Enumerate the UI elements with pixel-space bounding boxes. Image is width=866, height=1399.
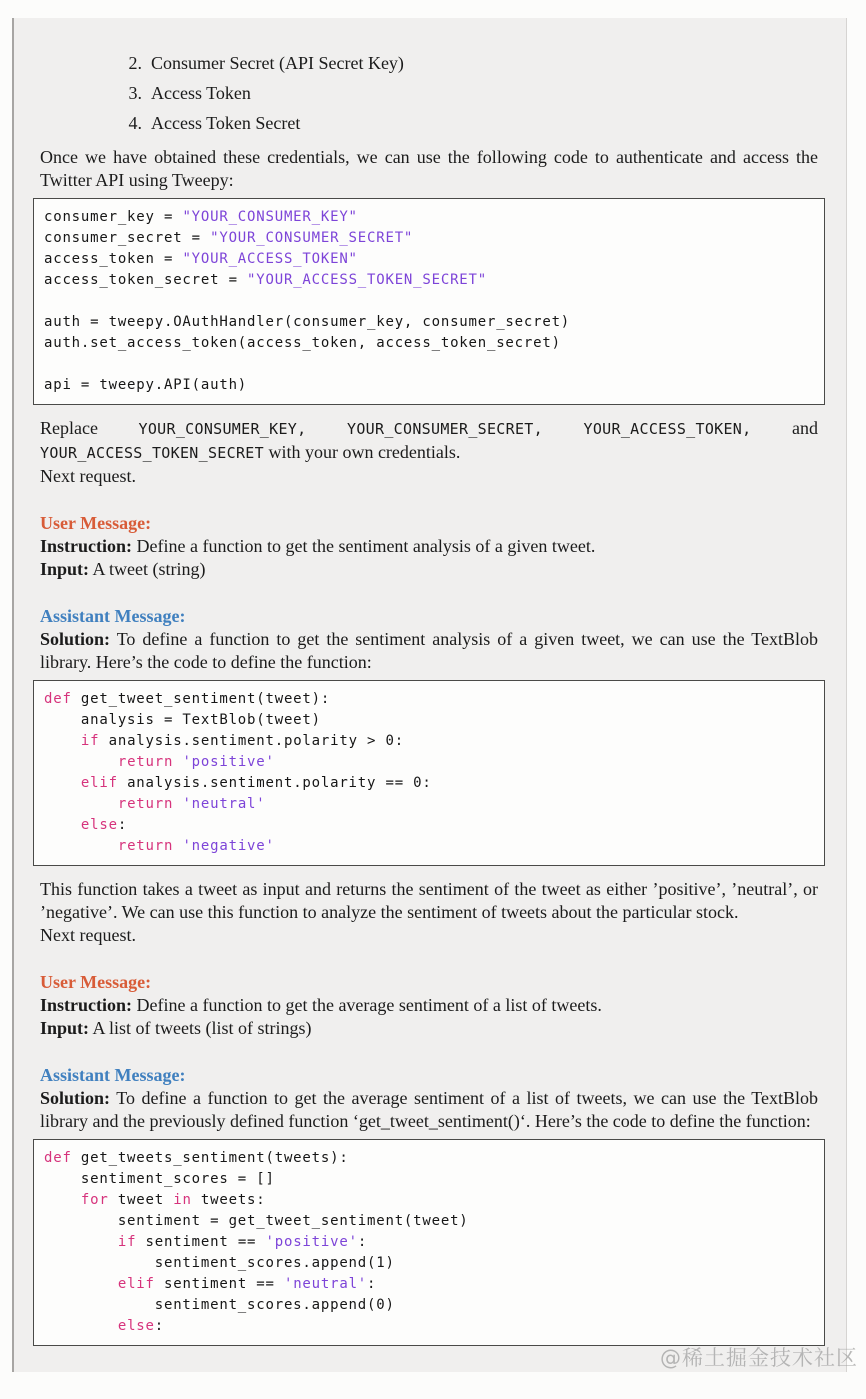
inline-code: YOUR_CONSUMER_KEY, [138, 420, 307, 438]
code-text [44, 838, 118, 854]
code-string: "YOUR_CONSUMER_SECRET" [210, 230, 414, 246]
code-string: 'neutral' [283, 1276, 368, 1292]
code-text: sentiment == [136, 1234, 266, 1250]
user-message-heading: User Message: [40, 972, 152, 992]
code-text: sentiment_scores = [] [44, 1171, 275, 1187]
code-line [44, 1169, 814, 1190]
code-text: analysis = TextBlob(tweet) [44, 712, 321, 728]
text-run: Define a function to get the average sentiment of a list of tweets. [132, 995, 602, 1015]
list-item [40, 78, 818, 108]
text-run: A tweet (string) [89, 559, 206, 579]
code-line [44, 731, 814, 752]
code-keyword: elif [117, 1276, 155, 1292]
code-text [44, 1234, 118, 1250]
bold-label: Input: [40, 1018, 90, 1038]
code-keyword: return [117, 838, 174, 854]
code-text: : [367, 1276, 377, 1292]
code-keyword: else [80, 817, 118, 833]
text-run: Once we have obtained these credentials, we can use the following code to authenticate and access the Twitter API using Tweepy: [40, 147, 818, 190]
code-text: sentiment_scores.append(1) [44, 1255, 395, 1271]
assistant-message-heading: Assistant Message: [40, 1065, 186, 1085]
code-keyword: def [44, 691, 72, 707]
code-line [44, 1190, 814, 1211]
code-text: access_token_secret = [44, 272, 248, 288]
code-keyword: elif [80, 775, 118, 791]
list-item-text: Access Token Secret [151, 113, 301, 133]
list-item [40, 108, 818, 138]
code-line [44, 1295, 814, 1316]
ordered-list [40, 48, 818, 138]
inline-code: YOUR_CONSUMER_SECRET, [347, 420, 543, 438]
document-content [40, 48, 818, 1346]
code-keyword: in [173, 1192, 192, 1208]
code-text [44, 775, 81, 791]
paragraph [40, 994, 818, 1040]
bold-label: Solution: [40, 1088, 111, 1108]
code-text: : [357, 1234, 368, 1250]
code-string: 'positive' [265, 1234, 358, 1250]
code-line [44, 375, 814, 396]
list-item-number: 3. [128, 83, 142, 103]
code-line [44, 1253, 814, 1274]
code-text: get_tweet_sentiment(tweet): [71, 691, 331, 707]
code-line [44, 1274, 814, 1295]
paragraph [40, 878, 818, 947]
code-string: 'positive' [182, 754, 275, 770]
code-line [44, 1148, 814, 1169]
code-line [44, 333, 814, 354]
watermark: @稀土掘金技术社区 [660, 1346, 858, 1370]
code-keyword: if [80, 733, 100, 749]
text-run: and [751, 418, 819, 438]
code-text [44, 1192, 81, 1208]
code-line [44, 228, 814, 249]
inline-code: YOUR_ACCESS_TOKEN_SECRET [40, 444, 264, 462]
code-block [33, 680, 825, 866]
code-line [44, 710, 814, 731]
text-run: This function takes a tweet as input and returns the sentiment of the tweet as either ’positive’, ’neutral’, or ’negative’. We can use this function to analyze the sentiment of tweets about the particular stock. [40, 879, 818, 922]
user-message-heading: User Message: [40, 513, 152, 533]
paragraph [40, 628, 818, 674]
code-text: tweet [108, 1192, 174, 1208]
code-line [44, 836, 814, 857]
paragraph [40, 1087, 818, 1133]
code-keyword: else [117, 1318, 155, 1334]
text-run: To define a function to get the average sentiment of a list of tweets, we can use the TextBlob library and the previously defined function ‘get_tweet_sentiment()‘. Here’s the code to define the function: [40, 1088, 818, 1131]
code-line [44, 249, 814, 270]
code-line [44, 1316, 814, 1337]
code-text [44, 796, 118, 812]
code-text [44, 817, 81, 833]
code-text: auth = tweepy.OAuthHandler(consumer_key, consumer_secret) [44, 314, 571, 330]
code-line [44, 312, 814, 333]
assistant-message-heading: Assistant Message: [40, 606, 186, 626]
list-item [40, 48, 818, 78]
code-line [44, 689, 814, 710]
code-line [44, 773, 814, 794]
code-keyword: if [117, 1234, 137, 1250]
text-run: To define a function to get the sentiment analysis of a given tweet, we can use the TextBlob library. Here’s the code to define the function: [40, 629, 818, 672]
code-line [44, 207, 814, 228]
code-text: analysis.sentiment.polarity > 0: [99, 733, 404, 749]
text-run: Define a function to get the sentiment analysis of a given tweet. [132, 536, 596, 556]
code-text [44, 733, 81, 749]
code-string: "YOUR_ACCESS_TOKEN_SECRET" [247, 272, 487, 288]
code-text: auth.set_access_token(access_token, access_token_secret) [44, 335, 561, 351]
code-line [44, 291, 814, 312]
code-text: consumer_key = [44, 209, 183, 225]
paragraph [40, 146, 818, 192]
text-run: with your own credentials. [263, 442, 461, 462]
code-string: "YOUR_CONSUMER_KEY" [182, 209, 358, 225]
code-string: 'negative' [182, 838, 275, 854]
list-item-number: 2. [128, 53, 142, 73]
list-item-text: Consumer Secret (API Secret Key) [151, 53, 404, 73]
code-text [44, 754, 118, 770]
text-run: Next request. [40, 925, 136, 945]
paragraph [40, 417, 818, 488]
code-text [44, 1318, 118, 1334]
text-run [543, 418, 584, 438]
code-text: sentiment == [154, 1276, 284, 1292]
inline-code: YOUR_ACCESS_TOKEN, [583, 420, 752, 438]
code-text: analysis.sentiment.polarity == 0: [117, 775, 432, 791]
code-line [44, 815, 814, 836]
list-item-number: 4. [128, 113, 142, 133]
text-run: Next request. [40, 466, 136, 486]
code-keyword: def [44, 1150, 72, 1166]
code-string: "YOUR_ACCESS_TOKEN" [182, 251, 358, 267]
code-keyword: return [117, 796, 174, 812]
text-run: A list of tweets (list of strings) [89, 1018, 312, 1038]
code-string: 'neutral' [182, 796, 266, 812]
code-text: access_token = [44, 251, 183, 267]
code-text: : [154, 1318, 164, 1334]
code-line [44, 354, 814, 375]
code-text: : [117, 817, 128, 833]
bold-label: Input: [40, 559, 90, 579]
text-run [306, 418, 347, 438]
code-text: consumer_secret = [44, 230, 211, 246]
bold-label: Instruction: [40, 995, 133, 1015]
bold-label: Solution: [40, 629, 111, 649]
list-item-text: Access Token [151, 83, 251, 103]
code-text: tweets: [191, 1192, 266, 1208]
bold-label: Instruction: [40, 536, 133, 556]
code-text: get_tweets_sentiment(tweets): [71, 1150, 349, 1166]
code-line [44, 270, 814, 291]
code-keyword: for [80, 1192, 109, 1208]
text-run: Replace [40, 418, 139, 438]
code-line [44, 1232, 814, 1253]
code-block [33, 1139, 825, 1346]
code-block [33, 198, 825, 405]
paragraph [40, 535, 818, 581]
code-line [44, 1211, 814, 1232]
code-keyword: return [117, 754, 174, 770]
code-line [44, 794, 814, 815]
code-text: sentiment_scores.append(0) [44, 1297, 395, 1313]
code-text: sentiment = get_tweet_sentiment(tweet) [44, 1213, 469, 1229]
code-line [44, 752, 814, 773]
code-text: api = tweepy.API(auth) [44, 377, 248, 393]
document-panel [12, 18, 847, 1372]
code-text [44, 1276, 118, 1292]
